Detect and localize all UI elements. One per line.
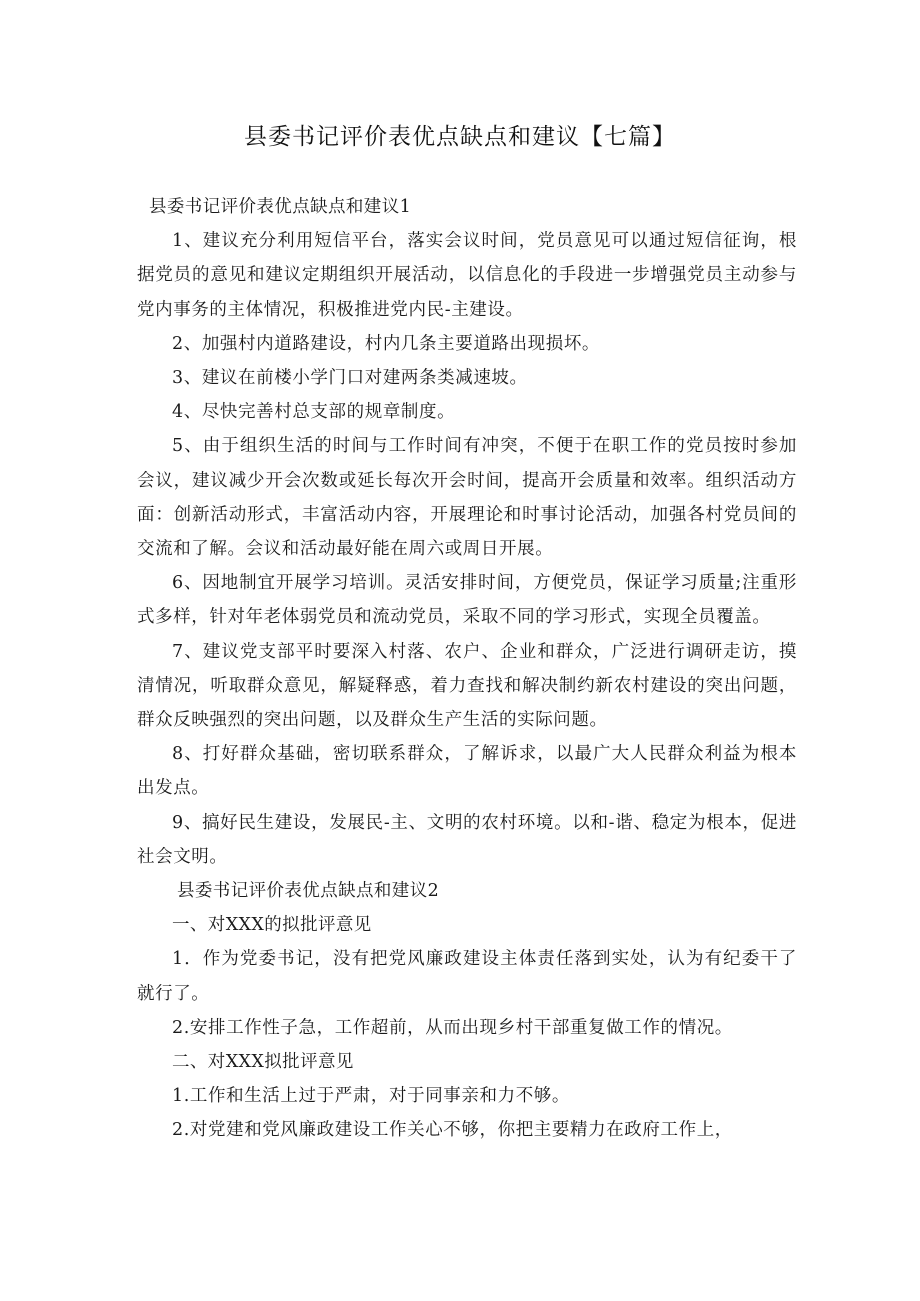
sub-heading: 一、对XXX的拟批评意见 xyxy=(172,915,372,936)
paragraph: 7、建议党支部平时要深入村落、农户、企业和群众，广泛进行调研走访，摸清情况，听取群众意见，解疑释惑，着力查找和解决制约新农村建设的突出问题，群众反映强烈的突出问题，以及群众生产生活的实际问题。 xyxy=(137,641,797,731)
sub-heading: 二、对XXX拟批评意见 xyxy=(172,1052,354,1073)
paragraph: 2、加强村内道路建设，村内几条主要道路出现损坏。 xyxy=(172,333,601,354)
paragraph: 6、因地制宜开展学习培训。灵活安排时间，方便党员，保证学习质量;注重形式多样，针对年老体弱党员和流动党员，采取不同的学习形式，实现全员覆盖。 xyxy=(137,573,797,628)
document-body xyxy=(137,190,797,1148)
section-1-heading: 县委书记评价表优点缺点和建议1 xyxy=(149,197,412,217)
section-2-heading: 县委书记评价表优点缺点和建议2 xyxy=(177,881,440,902)
document-title: 县委书记评价表优点缺点和建议【七篇】 xyxy=(244,124,676,150)
paragraph: 9、搞好民生建设，发展民-主、文明的农村环境。以和-谐、稳定为根本，促进社会文明。 xyxy=(137,812,797,867)
list-item: 2.安排工作性子急，工作超前，从而出现乡村干部重复做工作的情况。 xyxy=(172,1017,733,1038)
paragraph: 3、建议在前楼小学门口对建两条类减速坡。 xyxy=(172,368,528,389)
paragraph: 1、建议充分利用短信平台，落实会议时间，党员意见可以通过短信征询，根据党员的意见和建议定期组织开展活动，以信息化的手段进一步增强党员主动参与党内事务的主体情况，积极推进党内民-主建设。 xyxy=(137,231,797,320)
list-item: 1.工作和生活上过于严肃，对于同事亲和力不够。 xyxy=(172,1086,570,1107)
paragraph: 8、打好群众基础，密切联系群众，了解诉求，以最广大人民群众利益为根本出发点。 xyxy=(137,744,797,799)
paragraph: 5、由于组织生活的时间与工作时间有冲突，不便于在职工作的党员按时参加会议，建议减少开会次数或延长每次开会时间，提高开会质量和效率。组织活动方面：创新活动形式，丰富活动内容，开展理论和时事讨论活动，加强各村党员间的交流和了解。会议和活动最好能在周六或周日开展。 xyxy=(137,436,797,560)
paragraph: 4、尽快完善村总支部的规章制度。 xyxy=(172,402,456,423)
list-item: 2.对党建和党风廉政建设工作关心不够，你把主要精力在政府工作上， xyxy=(172,1120,733,1141)
list-item: 1．作为党委书记，没有把党风廉政建设主体责任落到实处，认为有纪委干了就行了。 xyxy=(137,949,797,1004)
